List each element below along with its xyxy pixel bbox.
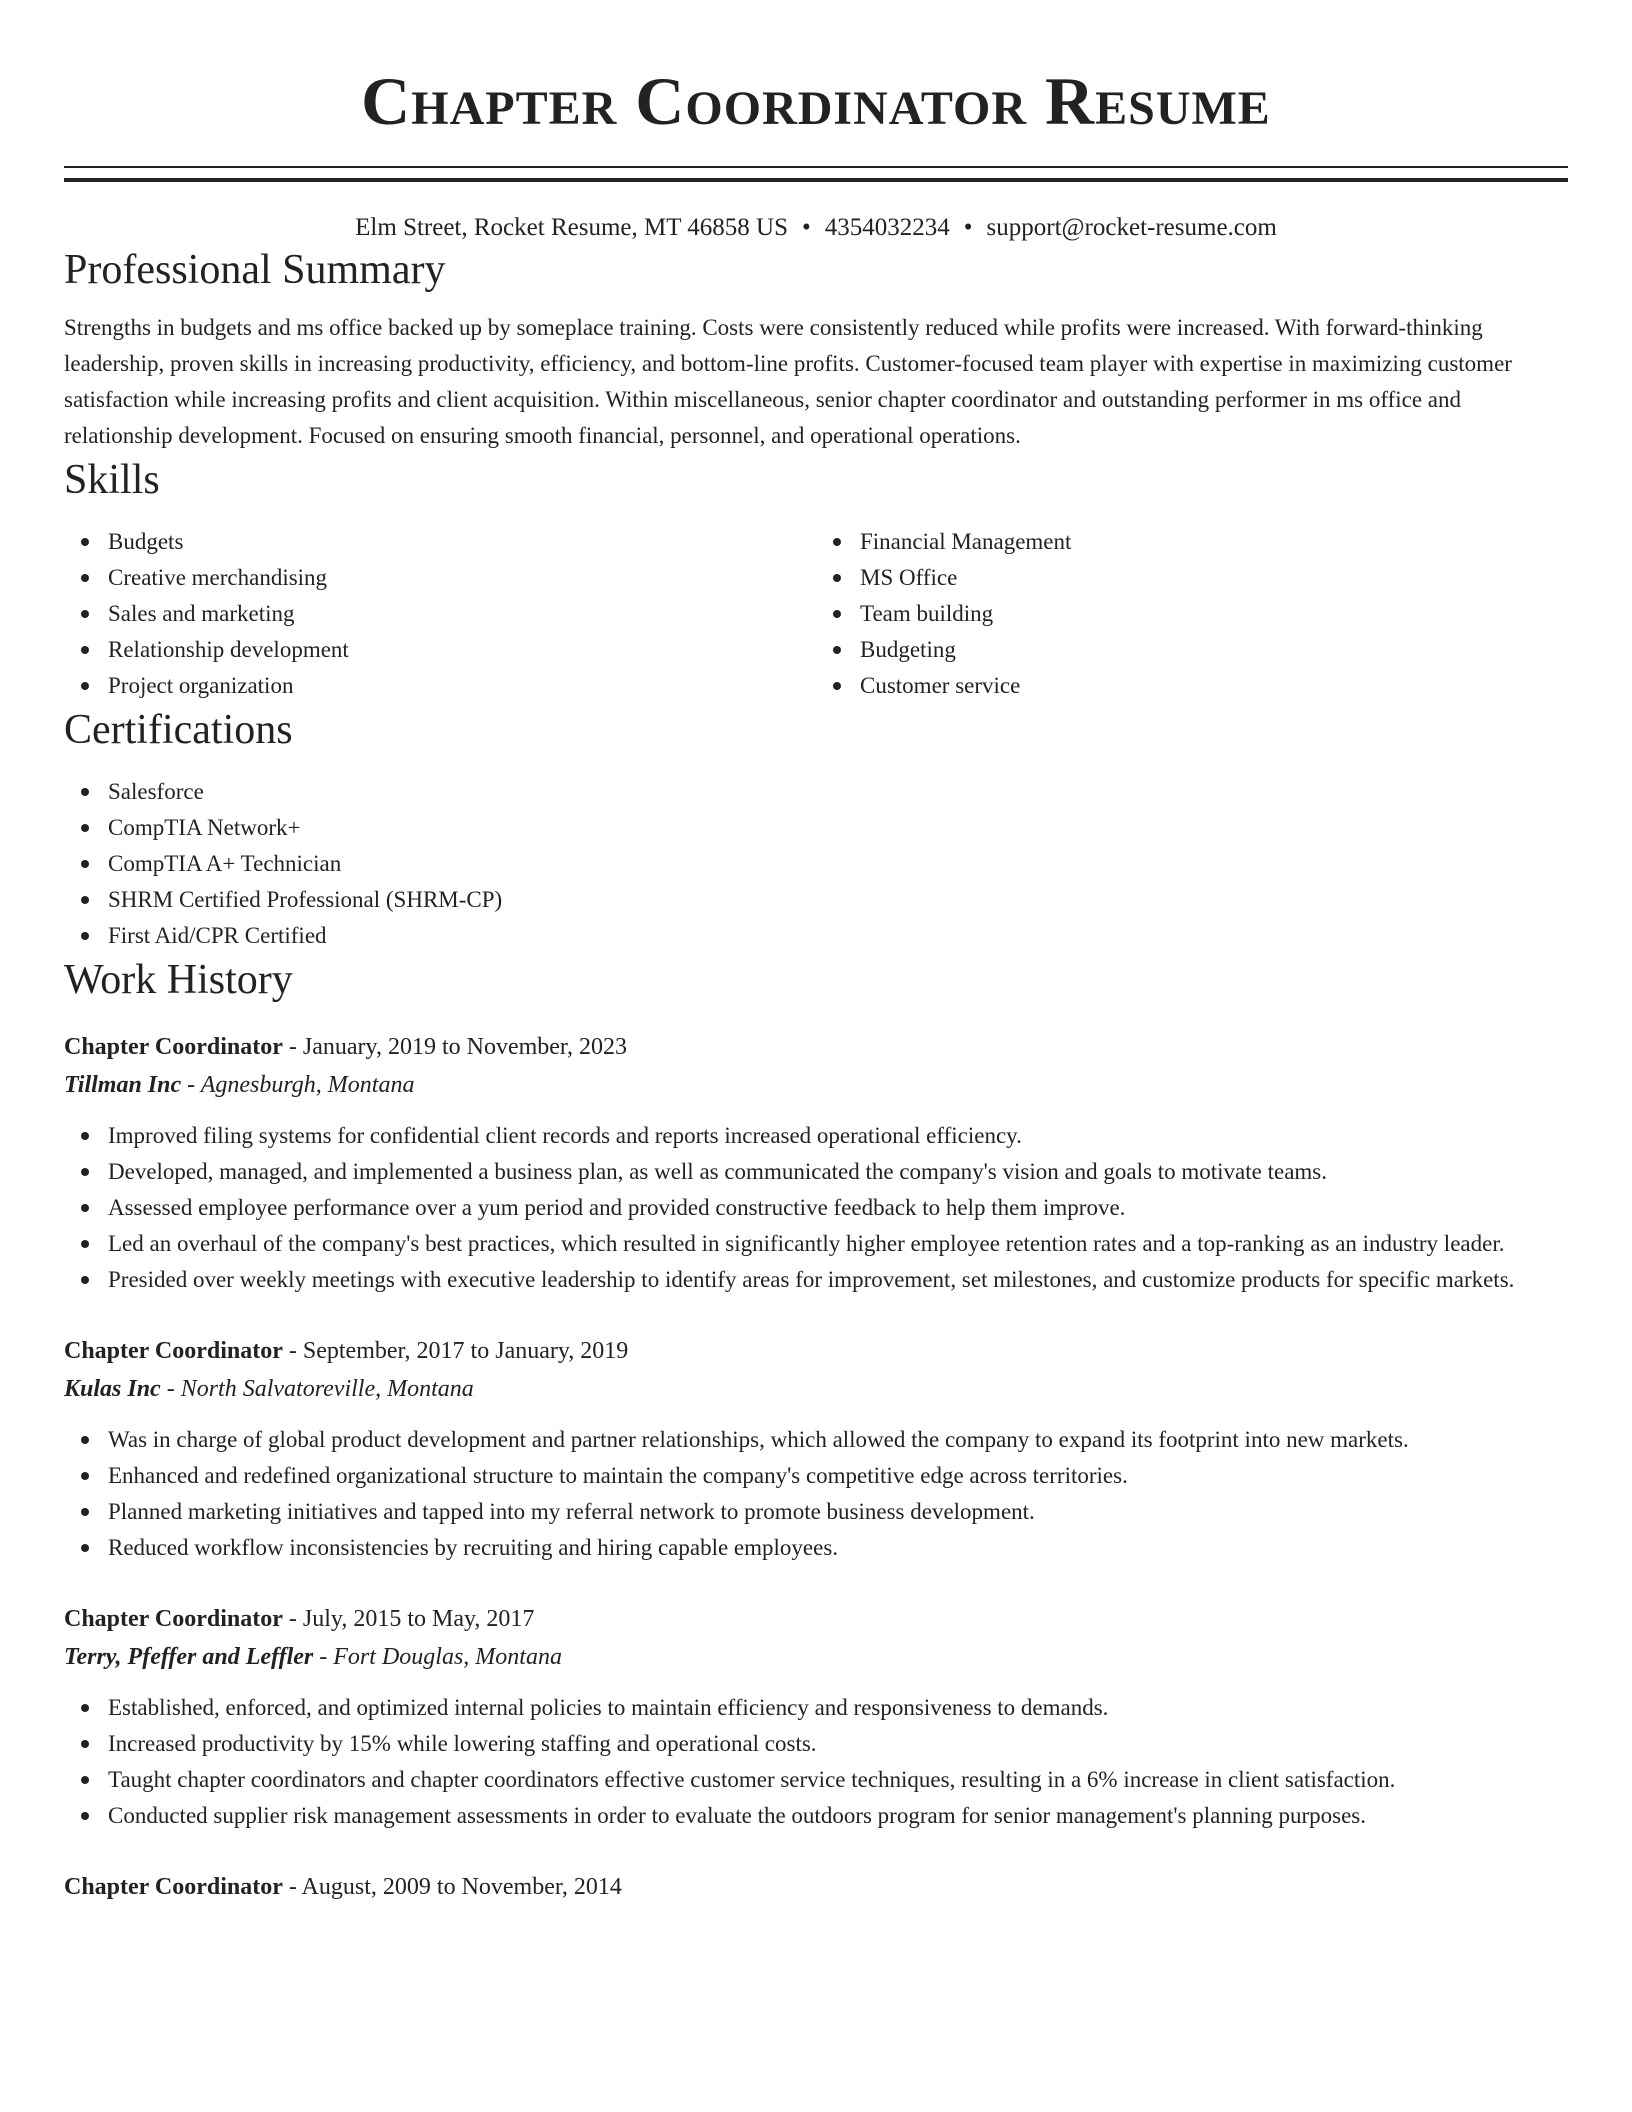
job-bullets bbox=[64, 1422, 1568, 1566]
skill-item: Project organization bbox=[108, 668, 816, 704]
certification-item: CompTIA A+ Technician bbox=[108, 846, 1568, 882]
job-dates: - January, 2019 to November, 2023 bbox=[282, 1034, 627, 1060]
job-entry bbox=[64, 1332, 1568, 1566]
job-title-line bbox=[64, 1600, 1568, 1638]
certifications-heading: Certifications bbox=[64, 707, 293, 753]
company-name: Kulas Inc bbox=[64, 1376, 161, 1402]
job-title: Chapter Coordinator bbox=[64, 1034, 283, 1060]
skills-list-left bbox=[64, 524, 816, 704]
job-bullet: Reduced workflow inconsistencies by recruiting and hiring capable employees. bbox=[108, 1530, 1568, 1566]
work-history-heading: Work History bbox=[64, 957, 293, 1003]
company-name: Tillman Inc bbox=[64, 1072, 182, 1098]
job-bullet: Taught chapter coordinators and chapter coordinators effective customer service techniques, resulting in a 6% increase in client satisfaction. bbox=[108, 1762, 1568, 1798]
certification-item: Salesforce bbox=[108, 774, 1568, 810]
job-bullet: Developed, managed, and implemented a business plan, as well as communicated the company's vision and goals to motivate teams. bbox=[108, 1154, 1568, 1190]
job-title: Chapter Coordinator bbox=[64, 1338, 283, 1364]
certification-item: First Aid/CPR Certified bbox=[108, 918, 1568, 954]
summary-heading: Professional Summary bbox=[64, 247, 446, 293]
contact-line bbox=[64, 212, 1568, 244]
job-bullets bbox=[64, 1118, 1568, 1298]
job-bullet: Assessed employee performance over a yum period and provided constructive feedback to help them improve. bbox=[108, 1190, 1568, 1226]
certification-item: CompTIA Network+ bbox=[108, 810, 1568, 846]
certification-item: SHRM Certified Professional (SHRM-CP) bbox=[108, 882, 1568, 918]
company-name: Terry, Pfeffer and Leffler bbox=[64, 1644, 314, 1670]
job-bullet: Enhanced and redefined organizational structure to maintain the company's competitive edge across territories. bbox=[108, 1458, 1568, 1494]
company-location: - North Salvatoreville, Montana bbox=[160, 1376, 474, 1402]
skill-item: Customer service bbox=[860, 668, 1568, 704]
skill-item: MS Office bbox=[860, 560, 1568, 596]
job-bullets bbox=[64, 1690, 1568, 1834]
job-title: Chapter Coordinator bbox=[64, 1874, 283, 1900]
skill-item: Financial Management bbox=[860, 524, 1568, 560]
contact-email: support@rocket-resume.com bbox=[986, 214, 1277, 241]
skill-item: Budgeting bbox=[860, 632, 1568, 668]
company-line bbox=[64, 1638, 1568, 1676]
job-entry bbox=[64, 1868, 1568, 1906]
skills-list-right bbox=[816, 524, 1568, 704]
job-title-line bbox=[64, 1028, 1568, 1066]
contact-phone: 4354032234 bbox=[824, 214, 950, 241]
job-bullet: Improved filing systems for confidential client records and reports increased operational efficiency. bbox=[108, 1118, 1568, 1154]
company-location: - Agnesburgh, Montana bbox=[181, 1072, 415, 1098]
contact-address: Elm Street, Rocket Resume, MT 46858 US bbox=[355, 214, 788, 241]
job-bullet: Established, enforced, and optimized internal policies to maintain efficiency and responsiveness to demands. bbox=[108, 1690, 1568, 1726]
skills-heading: Skills bbox=[64, 457, 160, 503]
certifications-list bbox=[64, 774, 1568, 954]
job-entry bbox=[64, 1600, 1568, 1834]
job-bullet: Was in charge of global product development and partner relationships, which allowed the company to expand its footprint into new markets. bbox=[108, 1422, 1568, 1458]
job-bullet: Increased productivity by 15% while lowering staffing and operational costs. bbox=[108, 1726, 1568, 1762]
skill-item: Budgets bbox=[108, 524, 816, 560]
summary-text: Strengths in budgets and ms office backed up by someplace training. Costs were consistently reduced while profits were increased. With forward-thinking leadership, proven skills in increasing productivity, efficiency, and bottom-line profits. Customer-focused team player with expertise in maximizing customer satisfaction while increasing profits and client acquisition. Within miscellaneous, senior chapter coordinator and outstanding performer in ms office and relationship development. Focused on ensuring smooth financial, personnel, and operational operations. bbox=[64, 315, 1512, 448]
company-line bbox=[64, 1370, 1568, 1408]
job-title: Chapter Coordinator bbox=[64, 1606, 283, 1632]
job-dates: - July, 2015 to May, 2017 bbox=[282, 1606, 535, 1632]
contact-separator: • bbox=[963, 214, 973, 241]
contact-separator: • bbox=[802, 214, 811, 241]
job-bullet: Led an overhaul of the company's best practices, which resulted in significantly higher employee retention rates and a top-ranking as an industry leader. bbox=[108, 1226, 1568, 1262]
company-line bbox=[64, 1066, 1568, 1104]
job-title-line bbox=[64, 1332, 1568, 1370]
job-title-line bbox=[64, 1868, 1568, 1906]
title-divider bbox=[64, 166, 1568, 182]
job-dates: - August, 2009 to November, 2014 bbox=[282, 1874, 622, 1900]
job-bullet: Presided over weekly meetings with executive leadership to identify areas for improvement, set milestones, and customize products for specific markets. bbox=[108, 1262, 1568, 1298]
job-bullet: Planned marketing initiatives and tapped into my referral network to promote business development. bbox=[108, 1494, 1568, 1530]
company-location: - Fort Douglas, Montana bbox=[313, 1644, 562, 1670]
page-title: Chapter Coordinator Resume bbox=[361, 63, 1271, 139]
job-bullet: Conducted supplier risk management assessments in order to evaluate the outdoors program for senior management's planning purposes. bbox=[108, 1798, 1568, 1834]
skill-item: Team building bbox=[860, 596, 1568, 632]
skill-item: Creative merchandising bbox=[108, 560, 816, 596]
job-dates: - September, 2017 to January, 2019 bbox=[282, 1338, 629, 1364]
skill-item: Relationship development bbox=[108, 632, 816, 668]
skill-item: Sales and marketing bbox=[108, 596, 816, 632]
job-entry bbox=[64, 1028, 1568, 1298]
skills-columns bbox=[64, 524, 1568, 704]
